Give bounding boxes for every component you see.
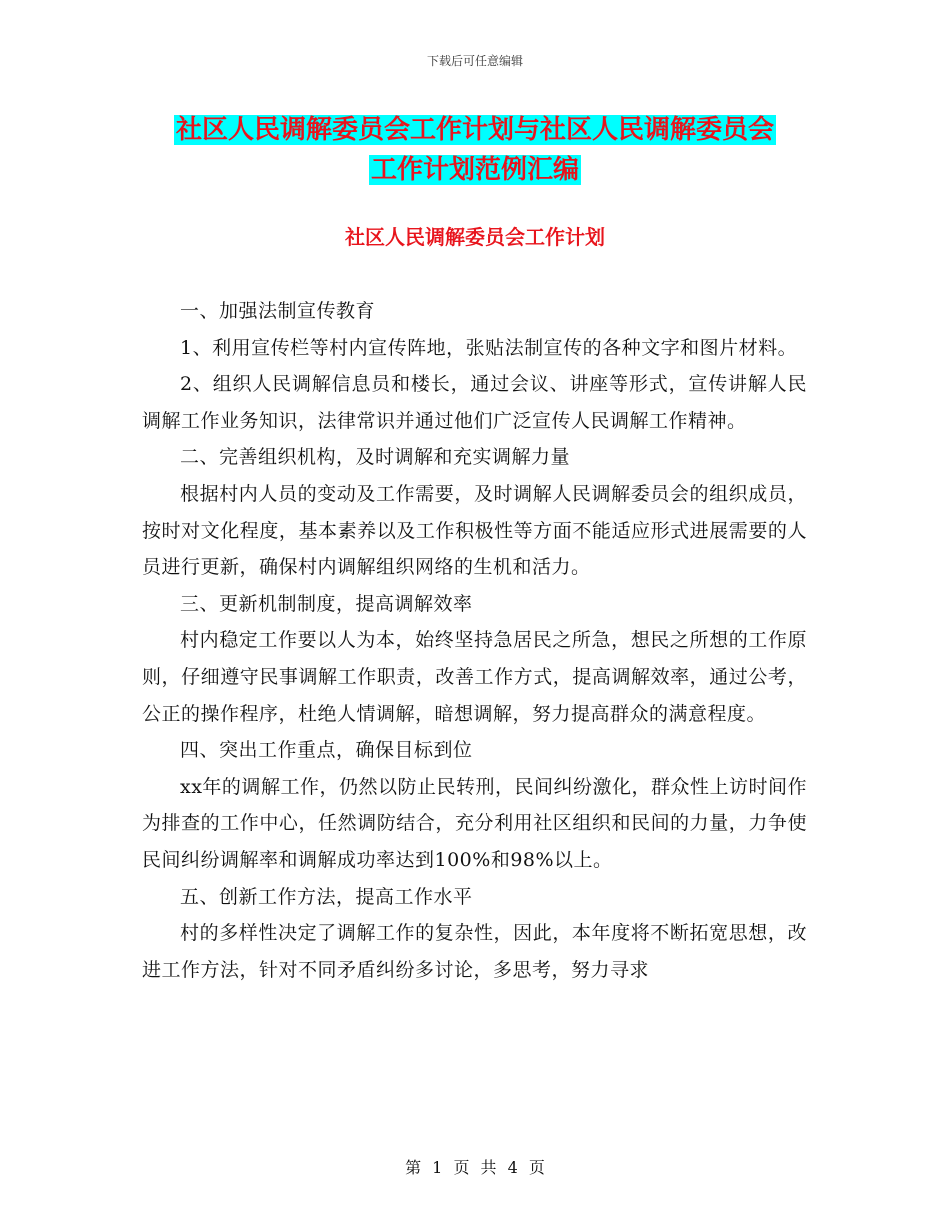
paragraph: 一、加强法制宣传教育	[180, 300, 376, 322]
section-title: 社区人民调解委员会工作计划	[345, 225, 605, 249]
paragraph: xx年的调解工作，仍然以防止民转刑，民间纠纷激化，群众性上访时间作为排查的工作中心，任然调防结合，充分利用社区组织和民间的力量，力争使民间纠纷调解率和调解成功率达到100%和98%以上。	[142, 775, 807, 871]
paragraph: 四、突出工作重点，确保目标到位	[180, 739, 473, 762]
paragraph: 村的多样性决定了调解工作的复杂性，因此，本年度将不断拓宽思想，改进工作方法，针对不同矛盾纠纷多讨论，多思考，努力寻求	[142, 922, 807, 981]
paragraph: 二、完善组织机构，及时调解和充实调解力量	[180, 446, 571, 469]
page-footer: 第 1 页 共 4 页	[405, 1158, 545, 1177]
header-note: 下载后可任意编辑	[426, 54, 523, 68]
paragraph: 2、组织人民调解信息员和楼长，通过会议、讲座等形式，宣传讲解人民调解工作业务知识，法律常识并通过他们广泛宣传人民调解工作精神。	[142, 373, 807, 432]
document-title-line2: 工作计划范例汇编	[370, 155, 579, 185]
document-title-line1: 社区人民调解委员会工作计划与社区人民调解委员会	[175, 115, 774, 145]
document-title	[140, 110, 810, 190]
paragraph: 根据村内人员的变动及工作需要，及时调解人民调解委员会的组织成员，按时对文化程度，基本素养以及工作积极性等方面不能适应形式进展需要的人员进行更新，确保村内调解组织网络的生机和活力。	[142, 482, 807, 579]
paragraph: 三、更新机制制度，提高调解效率	[180, 592, 473, 615]
paragraph: 村内稳定工作要以人为本，始终坚持急居民之所急，想民之所想的工作原则，仔细遵守民事调解工作职责，改善工作方式，提高调解效率，通过公考，公正的操作程序，杜绝人情调解，暗想调解，努力提高群众的满意程度。	[142, 629, 807, 725]
paragraph: 1、利用宣传栏等村内宣传阵地，张贴法制宣传的各种文字和图片材料。	[180, 336, 798, 359]
body-text	[142, 293, 807, 988]
paragraph: 五、创新工作方法，提高工作水平	[180, 885, 473, 908]
